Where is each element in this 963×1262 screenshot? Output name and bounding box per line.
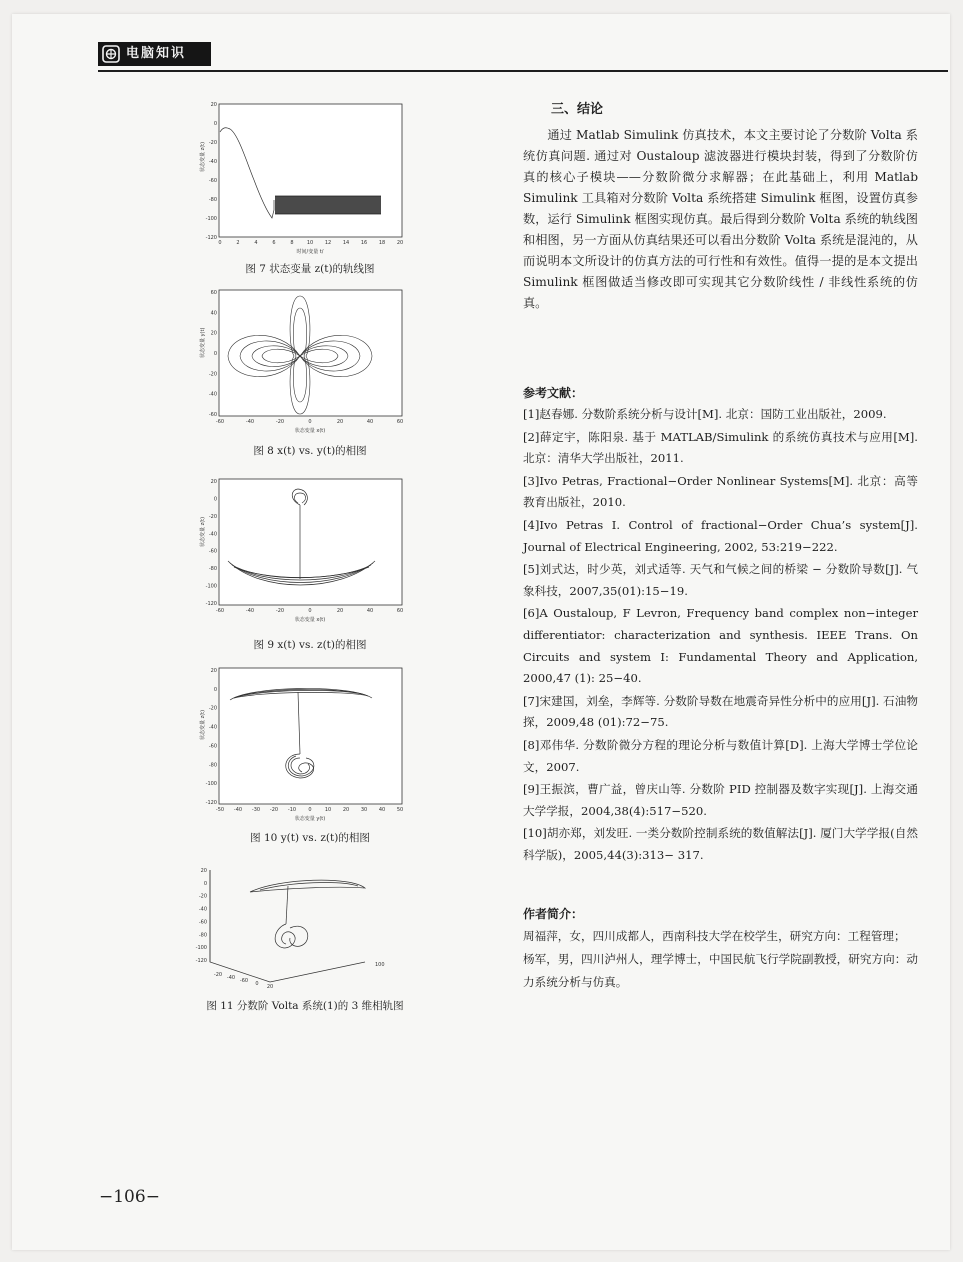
axis-tick-label: 20 [266, 984, 274, 990]
axis-tick-label: 0 [308, 807, 312, 813]
axis-tick-label: -50 [215, 807, 225, 813]
figure-11 [190, 862, 410, 1022]
axis-tick-label: -60 [208, 743, 217, 750]
axis-tick-label: -60 [208, 548, 217, 555]
axis-tick-label: -20 [208, 705, 217, 712]
figure-9-xlabel: 状态变量 x(t) [294, 617, 326, 623]
author-item: 周福萍，女，四川成都人，西南科技大学在校学生，研究方向：工程管理； [523, 929, 906, 943]
figure-11-caption: 图 11 分数阶 Volta 系统(1)的 3 维相轨图 [206, 1000, 404, 1012]
figure-8-caption: 图 8 x(t) vs. y(t)的相图 [253, 445, 367, 457]
axis-tick-label: 20 [210, 668, 217, 674]
figure-8-ylabel: 状态变量 y(t) [200, 327, 206, 358]
axis-tick-label: -60 [215, 608, 225, 614]
journal-logo-icon [102, 45, 120, 63]
axis-tick-label: 0 [308, 608, 312, 614]
figure-10 [190, 664, 410, 848]
reference-item: [1]赵春娜. 分数阶系统分析与设计[M]. 北京：国防工业出版社，2009. [523, 407, 887, 421]
axis-tick-label: -40 [208, 531, 217, 538]
figure-11-ytick: 100 [375, 962, 385, 968]
axis-tick-label: 20 [210, 330, 217, 337]
reference-item: [6]A Oustaloup, F Levron, Frequency band complex non−integer differentiator: characterization and synthesis. IEEE Trans. On Circuits and system I: Fundamental Theory and Application, 2000,47 (1): 25−40. [523, 606, 918, 686]
axis-tick-label: -20 [275, 419, 285, 425]
axis-tick-label: 20 [336, 608, 344, 614]
figure-8-plot [190, 286, 410, 436]
axis-tick-label: -20 [275, 608, 285, 614]
axis-tick-label: -40 [208, 724, 217, 731]
axis-tick-label: -20 [213, 972, 223, 978]
figure-10-ylabel: 状态变量 z(t) [200, 709, 206, 740]
axis-tick-label: 20 [200, 868, 207, 874]
axis-tick-label: 0 [218, 240, 222, 246]
axis-tick-label: 40 [366, 608, 374, 614]
axis-tick-label: -80 [208, 762, 217, 769]
axis-tick-label: 50 [396, 807, 404, 813]
axis-tick-label: 6 [272, 240, 276, 246]
axis-tick-label: 0 [213, 686, 217, 693]
figure-7-ylabel: 状态变量 z(t) [200, 141, 206, 172]
axis-tick-label: 20 [210, 102, 217, 108]
author-list [523, 925, 918, 994]
axis-tick-label: 20 [210, 479, 217, 485]
axis-tick-label: 60 [396, 419, 404, 425]
author-heading: 作者简介： [523, 907, 584, 921]
axis-tick-label: -80 [208, 197, 217, 203]
axis-tick-label: 4 [254, 240, 258, 246]
axis-tick-label: -80 [198, 932, 207, 939]
figure-7-xlabel: 时间/变量 t/ [296, 249, 324, 255]
axis-tick-label: 18 [378, 240, 386, 246]
axis-tick-label: -60 [198, 919, 207, 926]
axis-tick-label: 10 [306, 240, 314, 246]
conclusion-heading: 三、结论 [551, 102, 604, 117]
axis-tick-label: 60 [396, 608, 404, 614]
axis-tick-label: 0 [255, 981, 259, 987]
reference-item: [3]Ivo Petras, Fractional−Order Nonlinear Systems[M]. 北京：高等教育出版社，2010. [523, 473, 918, 510]
reference-item: [7]宋建国，刘垒，李辉等. 分数阶导数在地震奇异性分析中的应用[J]. 石油物探，2009,48 (01):72−75. [523, 693, 918, 730]
figure-9 [190, 475, 410, 651]
axis-tick-label: -60 [208, 412, 217, 418]
reference-item: [8]邓伟华. 分数阶微分方程的理论分析与数值计算[D]. 上海大学博士学位论文，2007. [523, 737, 918, 774]
axis-tick-label: -40 [198, 906, 207, 913]
axis-tick-label: -20 [269, 807, 279, 813]
figure-8-xlabel: 状态变量 x(t) [294, 428, 326, 434]
journal-header [98, 42, 211, 66]
axis-tick-label: -120 [195, 958, 207, 964]
author-item: 杨军，男，四川泸州人，理学博士，中国民航飞行学院副教授，研究方向：动力系统分析与仿真。 [523, 952, 918, 989]
figure-11-plot [190, 862, 410, 992]
header-rule [98, 70, 948, 72]
conclusion-paragraph: 通过 Matlab Simulink 仿真技术，本文主要讨论了分数阶 Volta 系统仿真问题. 通过对 Oustaloup 滤波器进行模块封装，得到了分数阶仿真的核心子模块——分数阶微分求解器；在此基础上，利用 Matlab Simulink 工具箱对分数阶 Volta 系统搭建 Simulink 框图，设置仿真参数，运行 Simulink 框图实现仿真。最后得到分数阶 Volta 系统的轨线图和相图，另一方面从仿真结果还可以看出分数阶 Volta 系统是混沌的，从而说明本文所设计的仿真方法的可行性和有效性。值得一提的是本文提出 Simulink 框图做适当修改即可实现其它分数阶线性 / 非线性系统的仿真。 [523, 128, 918, 310]
figure-10-plot [190, 664, 410, 822]
axis-tick-label: 40 [378, 807, 386, 813]
axis-tick-label: 16 [360, 240, 368, 246]
axis-tick-label: 60 [210, 290, 217, 296]
axis-tick-label: 40 [210, 310, 217, 317]
axis-tick-label: -100 [205, 216, 217, 222]
reference-item: [10]胡亦郑，刘发旺. 一类分数阶控制系统的数值解法[J]. 厦门大学学报(自然科学版)，2005,44(3):313− 317. [523, 826, 918, 862]
axis-tick-label: -20 [208, 371, 217, 378]
axis-tick-label: -40 [208, 391, 217, 398]
axis-tick-label: 0 [213, 496, 217, 503]
figure-10-caption: 图 10 y(t) vs. z(t)的相图 [250, 832, 370, 844]
references-section [523, 384, 918, 867]
journal-name: 电脑知识 [126, 46, 187, 61]
axis-tick-label: 20 [336, 419, 344, 425]
axis-tick-label: 20 [342, 807, 350, 813]
axis-tick-label: -40 [226, 975, 236, 981]
axis-tick-label: -60 [208, 178, 217, 184]
axis-tick-label: -120 [205, 601, 217, 607]
figure-8 [190, 286, 410, 458]
axis-tick-label: -100 [205, 781, 217, 788]
page-number: −106− [99, 1187, 160, 1207]
axis-tick-label: 30 [360, 807, 368, 813]
figure-7 [190, 100, 410, 280]
axis-tick-label: -80 [208, 566, 217, 573]
references-heading: 参考文献： [523, 386, 584, 400]
axis-tick-label: 0 [213, 351, 217, 357]
axis-tick-label: -40 [208, 159, 217, 165]
figure-9-ylabel: 状态变量 z(t) [200, 516, 206, 547]
axis-tick-label: 8 [290, 240, 294, 246]
figure-7-plot [190, 100, 410, 260]
figure-9-plot [190, 475, 410, 625]
axis-tick-label: -40 [245, 419, 255, 425]
axis-tick-label: -40 [233, 807, 243, 813]
axis-tick-label: 0 [308, 419, 312, 425]
axis-tick-label: -100 [195, 945, 207, 952]
axis-tick-label: 14 [342, 240, 350, 246]
axis-tick-label: -30 [251, 807, 261, 813]
axis-tick-label: -40 [245, 608, 255, 614]
axis-tick-label: 40 [366, 419, 374, 425]
reference-item: [9]王振滨，曹广益，曾庆山等. 分数阶 PID 控制器及数字实现[J]. 上海交通大学学报，2004,38(4):517−520. [523, 782, 918, 818]
figure-9-caption: 图 9 x(t) vs. z(t)的相图 [253, 639, 367, 651]
reference-item: [2]薛定宇，陈阳泉. 基于 MATLAB/Simulink 的系统仿真技术与应用[M]. 北京：清华大学出版社，2011. [523, 429, 918, 466]
axis-tick-label: -20 [208, 513, 217, 520]
figure-10-xlabel: 状态变量 y(t) [294, 816, 326, 822]
axis-tick-label: 0 [203, 880, 207, 887]
axis-tick-label: 20 [396, 240, 404, 246]
axis-tick-label: -60 [239, 978, 249, 984]
figure-7-caption: 图 7 状态变量 z(t)的轨线图 [245, 263, 375, 275]
author-section [523, 905, 918, 994]
axis-tick-label: -120 [205, 800, 217, 806]
axis-tick-label: -20 [208, 140, 217, 146]
conclusion-section [523, 98, 918, 314]
axis-tick-label: -10 [287, 807, 297, 813]
axis-tick-label: -120 [205, 235, 217, 241]
axis-tick-label: 2 [236, 240, 240, 246]
reference-item: [5]刘式达，时少英，刘式适等. 天气和气候之间的桥梁 − 分数阶导数[J]. 气象科技，2007,35(01):15−19. [523, 562, 918, 598]
reference-item: [4]Ivo Petras I. Control of fractional−Order Chua’s system[J]. Journal of Electrical Engineering, 2002, 53:219−222. [523, 517, 918, 554]
axis-tick-label: 10 [324, 807, 332, 813]
axis-tick-label: -20 [198, 893, 207, 900]
axis-tick-label: 0 [213, 121, 217, 127]
axis-tick-label: -60 [215, 419, 225, 425]
axis-tick-label: -100 [205, 583, 217, 590]
references-list [523, 404, 918, 866]
axis-tick-label: 12 [324, 240, 332, 246]
